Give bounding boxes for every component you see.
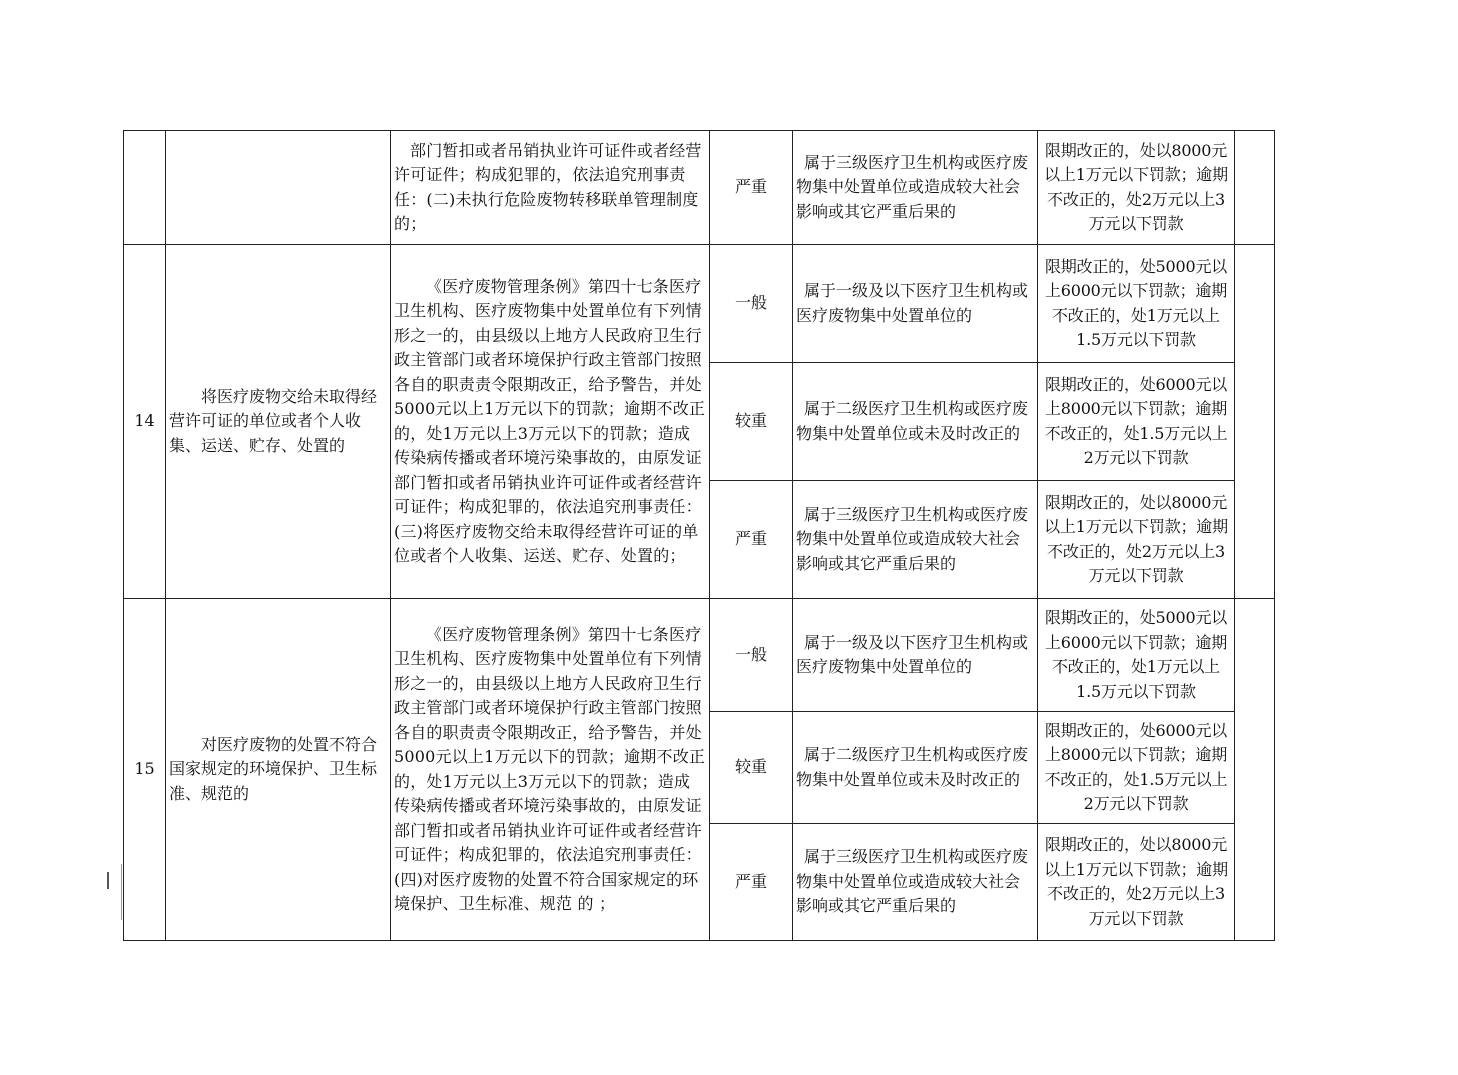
legal-basis [391, 131, 710, 245]
violation-item [166, 245, 391, 599]
violation-item [166, 131, 391, 245]
penalty: 限期改正的，处以8000元以上1万元以下罚款；逾期不改正的，处2万元以上3万元以下罚款 [1038, 131, 1235, 245]
condition [793, 363, 1038, 481]
condition-text: 属于一级及以下医疗卫生机构或医疗废物集中处置单位的 [796, 281, 1029, 325]
penalty: 限期改正的，处6000元以上8000元以下罚款；逾期不改正的，处1.5万元以上2万元以下罚款 [1038, 363, 1235, 481]
penalty: 限期改正的，处以8000元以上1万元以下罚款；逾期不改正的，处2万元以上3万元以下罚款 [1038, 481, 1235, 599]
legal-basis-text: 《医疗废物管理条例》第四十七条医疗卫生机构、医疗废物集中处置单位有下列情形之一的，由县级以上地方人民政府卫生行政主管部门或者环境保护行政主管部门按照各自的职责责令限期改正，给予警告，并处5000元以上1万元以下的罚款；逾期不改正的，处1万元以上3万元以下的罚款；造成传染病传播或者环境污染事故的，由原发证部门暂扣或者吊销执业许可证件或者经营许可证件；构成犯罪的，依法追究刑事责任：(三)将医疗废物交给未取得经营许可证的单位或者个人收集、运送、贮存、处置的； [394, 276, 706, 565]
row-number [124, 131, 166, 245]
penalty: 限期改正的，处5000元以上6000元以下罚款；逾期不改正的，处1万元以上1.5万元以下罚款 [1038, 245, 1235, 363]
remarks-cell [1235, 599, 1275, 941]
text-cursor-mark [107, 872, 109, 889]
severity-level: 严重 [710, 824, 793, 941]
severity-level: 一般 [710, 245, 793, 363]
violation-item [166, 599, 391, 941]
condition [793, 824, 1038, 941]
severity-level: 严重 [710, 131, 793, 245]
condition [793, 481, 1038, 599]
condition-text: 属于一级及以下医疗卫生机构或医疗废物集中处置单位的 [796, 632, 1029, 676]
remarks-cell [1235, 131, 1275, 245]
condition-text: 属于三级医疗卫生机构或医疗废物集中处置单位或造成较大社会影响或其它严重后果的 [796, 504, 1029, 573]
table-row [124, 599, 1275, 712]
condition-text: 属于三级医疗卫生机构或医疗废物集中处置单位或造成较大社会影响或其它严重后果的 [796, 847, 1029, 916]
violation-item-text: 将医疗废物交给未取得经营许可证的单位或者个人收集、运送、贮存、处置的 [169, 386, 378, 455]
condition-text: 属于二级医疗卫生机构或医疗废物集中处置单位或未及时改正的 [796, 399, 1029, 443]
condition-text: 属于三级医疗卫生机构或医疗废物集中处置单位或造成较大社会影响或其它严重后果的 [796, 152, 1029, 221]
condition [793, 131, 1038, 245]
legal-basis-text: 部门暂扣或者吊销执业许可证件或者经营许可证件；构成犯罪的，依法追究刑事责任：(二)未执行危险废物转移联单管理制度的； [394, 140, 702, 233]
remarks-cell [1235, 245, 1275, 599]
severity-level: 严重 [710, 481, 793, 599]
severity-level: 较重 [710, 712, 793, 824]
penalty: 限期改正的，处以8000元以上1万元以下罚款；逾期不改正的，处2万元以上3万元以下罚款 [1038, 824, 1235, 941]
legal-basis [391, 599, 710, 941]
table-row [124, 245, 1275, 363]
table-row [124, 131, 1275, 245]
legal-basis-text: 《医疗废物管理条例》第四十七条医疗卫生机构、医疗废物集中处置单位有下列情形之一的，由县级以上地方人民政府卫生行政主管部门或者环境保护行政主管部门按照各自的职责责令限期改正，给予警告，并处5000元以上1万元以下的罚款；逾期不改正的，处1万元以上3万元以下的罚款；造成传染病传播或者环境污染事故的，由原发证部门暂扣或者吊销执业许可证件或者经营许可证件；构成犯罪的，依法追究刑事责任：(四)对医疗废物的处置不符合国家规定的环境保护、卫生标准、规范 的 ； [394, 624, 706, 913]
violation-item-text: 对医疗废物的处置不符合国家规定的环境保护、卫生标准、规范的 [169, 734, 378, 803]
condition [793, 599, 1038, 712]
severity-level: 较重 [710, 363, 793, 481]
condition-text: 属于二级医疗卫生机构或医疗废物集中处置单位或未及时改正的 [796, 745, 1029, 789]
penalty-standard-table [123, 130, 1275, 941]
penalty: 限期改正的，处5000元以上6000元以下罚款；逾期不改正的，处1万元以上1.5万元以下罚款 [1038, 599, 1235, 712]
condition [793, 712, 1038, 824]
penalty: 限期改正的，处6000元以上8000元以下罚款；逾期不改正的，处1.5万元以上2万元以下罚款 [1038, 712, 1235, 824]
margin-line-mark [121, 864, 122, 920]
legal-basis [391, 245, 710, 599]
row-number: 15 [124, 599, 166, 941]
row-number: 14 [124, 245, 166, 599]
condition [793, 245, 1038, 363]
severity-level: 一般 [710, 599, 793, 712]
